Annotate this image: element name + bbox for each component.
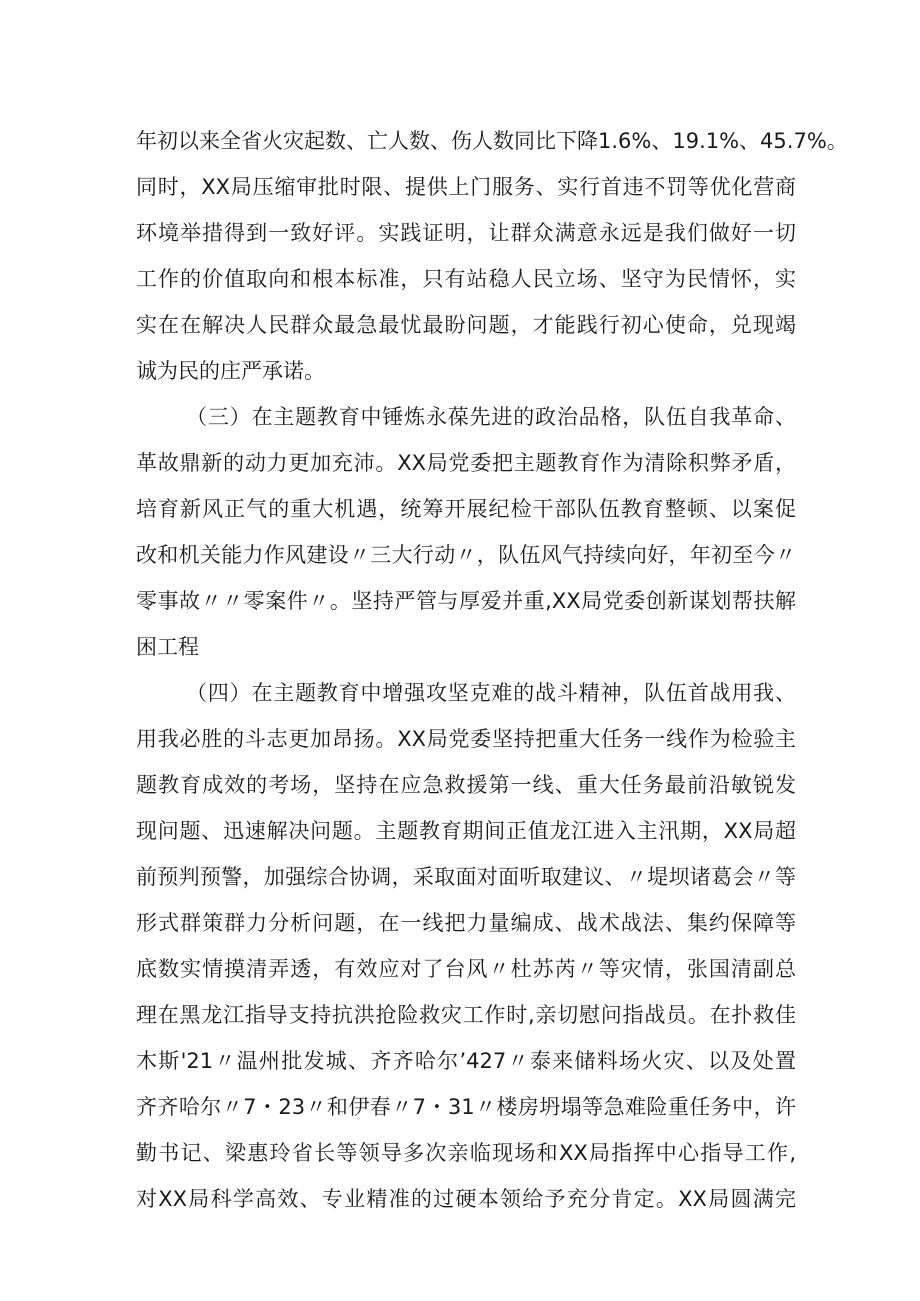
paragraph-3-line-12: 对XX局科学高效、专业精准的过硬本领给予充分肯定。XX局圆满完: [136, 1187, 796, 1211]
paragraph-3-line-6: 形式群策群力分析问题，在一线把力量编成、战术战法、集约保障等: [136, 911, 796, 935]
paragraph-1-line-4: 工作的价值取向和根本标准，只有站稳人民立场、坚守为民情怀，实: [136, 267, 796, 291]
paragraph-2-line-5: 零事故〃〃零案件〃。坚持严管与厚爱并重,XX局党委创新谋划帮扶解: [136, 589, 796, 613]
paragraph-3-line-10: 齐齐哈尔〃7・23〃和伊春〃7・31〃楼房坍塌等急难险重任务中，许: [136, 1095, 796, 1119]
paragraph-2-line-4: 改和机关能力作风建设〃三大行动〃，队伍风气持续向好，年初至今〃: [136, 543, 796, 567]
paragraph-1-line-2: 同时，XX局压缩审批时限、提供上门服务、实行首违不罚等优化营商: [136, 175, 796, 199]
paragraph-3-line-5: 前预判预警，加强综合协调，采取面对面听取建议、〃堤坝诸葛会〃等: [136, 865, 796, 889]
paragraph-3-line-1: （四）在主题教育中增强攻坚克难的战斗精神，队伍首战用我、: [186, 681, 796, 705]
paragraph-1-line-6: 诚为民的庄严承诺。: [136, 359, 325, 383]
paragraph-3-line-2: 用我必胜的斗志更加昂扬。XX局党委坚持把重大任务一线作为检验主: [136, 727, 796, 751]
paragraph-2-line-1: （三）在主题教育中锤炼永葆先进的政治品格，队伍自我革命、: [186, 405, 796, 429]
paragraph-3-line-4: 现问题、迅速解决问题。主题教育期间正值龙江进入主汛期，XX局超: [136, 819, 796, 843]
paragraph-3-line-8: 理在黑龙江指导支持抗洪抢险救灾工作时,亲切慰问指战员。在扑救佳: [136, 1003, 796, 1027]
paragraph-1-line-5: 实在在解决人民群众最急最忧最盼问题，才能践行初心使命，兑现竭: [136, 313, 796, 337]
paragraph-2-line-2: 革故鼎新的动力更加充沛。XX局党委把主题教育作为清除积弊矛盾，: [136, 451, 796, 475]
paragraph-2-line-6: 困工程: [136, 635, 199, 659]
paragraph-3-line-3: 题教育成效的考场，坚持在应急救援第一线、重大任务最前沿敏锐发: [136, 773, 796, 797]
paragraph-3-line-7: 底数实情摸清弄透，有效应对了台风〃杜苏芮〃等灾情，张国清副总: [136, 957, 796, 981]
paragraph-3-line-11: 勤书记、梁惠玲省长等领导多次亲临现场和XX局指挥中心指导工作,: [136, 1141, 796, 1165]
paragraph-1-line-1: 年初以来全省火灾起数、亡人数、伤人数同比下降1.6%、19.1%、45.7%。: [136, 129, 848, 153]
paragraph-3-line-9: 木斯'21〃温州批发城、齐齐哈尔’427〃泰来储料场火灾、以及处置: [136, 1049, 796, 1073]
paragraph-1-line-3: 环境举措得到一致好评。实践证明，让群众满意永远是我们做好一切: [136, 221, 796, 245]
paragraph-2-line-3: 培育新风正气的重大机遇，统筹开展纪检干部队伍教育整顿、以案促: [136, 497, 796, 521]
